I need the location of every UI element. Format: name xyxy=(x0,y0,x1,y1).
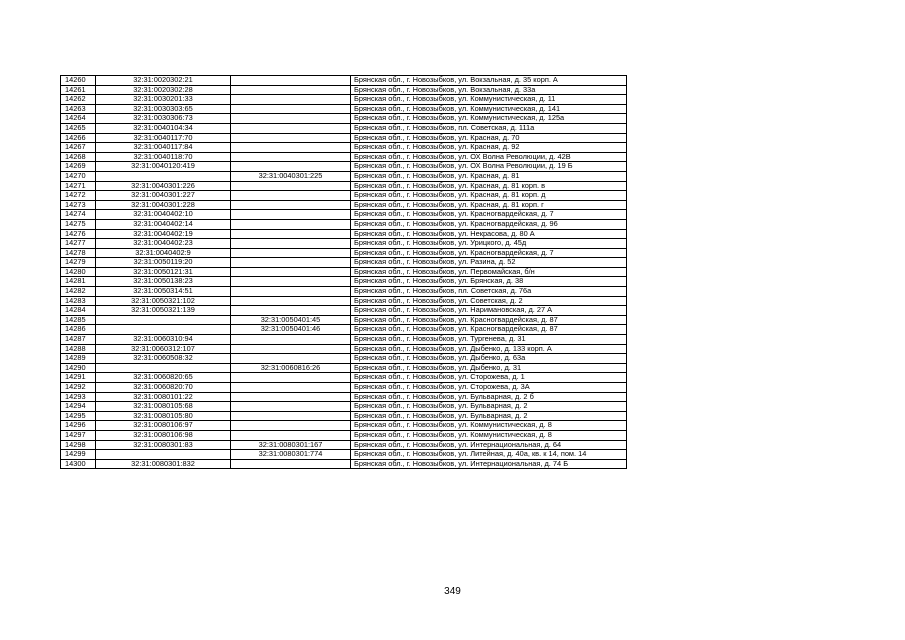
address-cell: Брянская обл., г. Новозыбков, ул. Вокзальная, д. 35 корп. А xyxy=(351,76,627,86)
address-cell: Брянская обл., г. Новозыбков, ул. Интернациональная, д. 64 xyxy=(351,440,627,450)
table-row xyxy=(61,133,627,143)
record-number-cell: 14299 xyxy=(61,450,96,460)
cadastral-number-cell: 32:31:0060820:70 xyxy=(96,383,231,393)
cadastral-number-cell: 32:31:0040301:228 xyxy=(96,200,231,210)
address-cell: Брянская обл., г. Новозыбков, ул. Красная, д. 92 xyxy=(351,143,627,153)
cadastral-number-cell: 32:31:0080301:832 xyxy=(96,459,231,469)
related-cadastral-number-cell: 32:31:0080301:774 xyxy=(231,450,351,460)
table-row xyxy=(61,76,627,86)
table-row xyxy=(61,335,627,345)
related-cadastral-number-cell xyxy=(231,200,351,210)
address-cell: Брянская обл., г. Новозыбков, ул. Литейная, д. 40а, кв. к 14, пом. 14 xyxy=(351,450,627,460)
record-number-cell: 14260 xyxy=(61,76,96,86)
table-row xyxy=(61,450,627,460)
related-cadastral-number-cell xyxy=(231,392,351,402)
address-cell: Брянская обл., г. Новозыбков, ул. Красная, д. 81 корп. в xyxy=(351,181,627,191)
address-cell: Брянская обл., г. Новозыбков, ул. Разина, д. 52 xyxy=(351,258,627,268)
table-row xyxy=(61,171,627,181)
related-cadastral-number-cell xyxy=(231,191,351,201)
cadastral-number-cell: 32:31:0040402:19 xyxy=(96,229,231,239)
cadastral-number-cell: 32:31:0030306:73 xyxy=(96,114,231,124)
record-number-cell: 14265 xyxy=(61,123,96,133)
registry-table-body xyxy=(61,76,627,469)
cadastral-number-cell: 32:31:0050321:139 xyxy=(96,306,231,316)
record-number-cell: 14262 xyxy=(61,95,96,105)
record-number-cell: 14269 xyxy=(61,162,96,172)
related-cadastral-number-cell xyxy=(231,306,351,316)
related-cadastral-number-cell xyxy=(231,459,351,469)
record-number-cell: 14291 xyxy=(61,373,96,383)
address-cell: Брянская обл., г. Новозыбков, ул. Брянская, д. 38 xyxy=(351,277,627,287)
related-cadastral-number-cell xyxy=(231,181,351,191)
table-row xyxy=(61,85,627,95)
cadastral-number-cell: 32:31:0040402:9 xyxy=(96,248,231,258)
record-number-cell: 14284 xyxy=(61,306,96,316)
cadastral-number-cell: 32:31:0030201:33 xyxy=(96,95,231,105)
cadastral-number-cell xyxy=(96,171,231,181)
address-cell: Брянская обл., г. Новозыбков, ул. Наримановская, д. 27 А xyxy=(351,306,627,316)
cadastral-number-cell: 32:31:0060820:65 xyxy=(96,373,231,383)
record-number-cell: 14287 xyxy=(61,335,96,345)
cadastral-number-cell: 32:31:0080105:68 xyxy=(96,402,231,412)
related-cadastral-number-cell xyxy=(231,421,351,431)
record-number-cell: 14300 xyxy=(61,459,96,469)
address-cell: Брянская обл., г. Новозыбков, ул. Коммунистическая, д. 11 xyxy=(351,95,627,105)
table-row xyxy=(61,383,627,393)
related-cadastral-number-cell: 32:31:0060816:26 xyxy=(231,363,351,373)
cadastral-number-cell: 32:31:0050121:31 xyxy=(96,267,231,277)
cadastral-number-cell: 32:31:0040117:84 xyxy=(96,143,231,153)
record-number-cell: 14270 xyxy=(61,171,96,181)
related-cadastral-number-cell xyxy=(231,210,351,220)
record-number-cell: 14297 xyxy=(61,430,96,440)
table-row xyxy=(61,114,627,124)
related-cadastral-number-cell: 32:31:0050401:45 xyxy=(231,315,351,325)
related-cadastral-number-cell: 32:31:0080301:167 xyxy=(231,440,351,450)
related-cadastral-number-cell xyxy=(231,296,351,306)
record-number-cell: 14268 xyxy=(61,152,96,162)
table-row xyxy=(61,421,627,431)
address-cell: Брянская обл., г. Новозыбков, ул. Коммунистическая, д. 8 xyxy=(351,421,627,431)
record-number-cell: 14267 xyxy=(61,143,96,153)
record-number-cell: 14290 xyxy=(61,363,96,373)
table-row xyxy=(61,430,627,440)
cadastral-number-cell: 32:31:0060508:32 xyxy=(96,354,231,364)
record-number-cell: 14272 xyxy=(61,191,96,201)
table-row xyxy=(61,459,627,469)
address-cell: Брянская обл., г. Новозыбков, ул. Бульварная, д. 2 xyxy=(351,402,627,412)
record-number-cell: 14296 xyxy=(61,421,96,431)
address-cell: Брянская обл., г. Новозыбков, ул. ОХ Волна Революции, д. 19 Б xyxy=(351,162,627,172)
table-row xyxy=(61,143,627,153)
record-number-cell: 14264 xyxy=(61,114,96,124)
address-cell: Брянская обл., г. Новозыбков, ул. Красная, д. 81 корп. г xyxy=(351,200,627,210)
related-cadastral-number-cell xyxy=(231,85,351,95)
related-cadastral-number-cell xyxy=(231,287,351,297)
table-row xyxy=(61,411,627,421)
address-cell: Брянская обл., г. Новозыбков, ул. Дыбенко, д. 31 xyxy=(351,363,627,373)
record-number-cell: 14263 xyxy=(61,104,96,114)
table-row xyxy=(61,210,627,220)
table-row xyxy=(61,258,627,268)
record-number-cell: 14295 xyxy=(61,411,96,421)
address-cell: Брянская обл., г. Новозыбков, ул. Бульварная, д. 2 xyxy=(351,411,627,421)
table-row xyxy=(61,287,627,297)
table-row xyxy=(61,219,627,229)
related-cadastral-number-cell xyxy=(231,354,351,364)
address-cell: Брянская обл., г. Новозыбков, ул. Красная, д. 81 корп. д xyxy=(351,191,627,201)
cadastral-number-cell: 32:31:0040117:70 xyxy=(96,133,231,143)
cadastral-number-cell: 32:31:0050314:51 xyxy=(96,287,231,297)
table-row xyxy=(61,354,627,364)
related-cadastral-number-cell: 32:31:0050401:46 xyxy=(231,325,351,335)
address-cell: Брянская обл., г. Новозыбков, ул. Красная, д. 70 xyxy=(351,133,627,143)
related-cadastral-number-cell xyxy=(231,402,351,412)
record-number-cell: 14285 xyxy=(61,315,96,325)
cadastral-number-cell: 32:31:0040301:226 xyxy=(96,181,231,191)
cadastral-number-cell: 32:31:0050138:23 xyxy=(96,277,231,287)
cadastral-number-cell: 32:31:0080106:98 xyxy=(96,430,231,440)
related-cadastral-number-cell xyxy=(231,143,351,153)
related-cadastral-number-cell xyxy=(231,114,351,124)
table-row xyxy=(61,239,627,249)
address-cell: Брянская обл., г. Новозыбков, ул. Советская, д. 2 xyxy=(351,296,627,306)
record-number-cell: 14278 xyxy=(61,248,96,258)
table-row xyxy=(61,104,627,114)
address-cell: Брянская обл., г. Новозыбков, ул. Вокзальная, д. 33а xyxy=(351,85,627,95)
address-cell: Брянская обл., г. Новозыбков, ул. Некрасова, д. 80 А xyxy=(351,229,627,239)
related-cadastral-number-cell xyxy=(231,373,351,383)
table-row xyxy=(61,363,627,373)
table-row xyxy=(61,373,627,383)
related-cadastral-number-cell xyxy=(231,152,351,162)
record-number-cell: 14276 xyxy=(61,229,96,239)
address-cell: Брянская обл., г. Новозыбков, ул. Коммунистическая, д. 125а xyxy=(351,114,627,124)
record-number-cell: 14261 xyxy=(61,85,96,95)
table-row xyxy=(61,191,627,201)
cadastral-number-cell: 32:31:0080101:22 xyxy=(96,392,231,402)
related-cadastral-number-cell xyxy=(231,123,351,133)
related-cadastral-number-cell xyxy=(231,430,351,440)
related-cadastral-number-cell xyxy=(231,76,351,86)
cadastral-number-cell: 32:31:0080105:80 xyxy=(96,411,231,421)
related-cadastral-number-cell xyxy=(231,344,351,354)
record-number-cell: 14286 xyxy=(61,325,96,335)
related-cadastral-number-cell xyxy=(231,229,351,239)
record-number-cell: 14271 xyxy=(61,181,96,191)
related-cadastral-number-cell xyxy=(231,383,351,393)
record-number-cell: 14277 xyxy=(61,239,96,249)
cadastral-number-cell xyxy=(96,363,231,373)
record-number-cell: 14289 xyxy=(61,354,96,364)
table-row xyxy=(61,296,627,306)
address-cell: Брянская обл., г. Новозыбков, ул. Сторожева, д. 1 xyxy=(351,373,627,383)
cadastral-number-cell: 32:31:0020302:28 xyxy=(96,85,231,95)
related-cadastral-number-cell xyxy=(231,239,351,249)
cadastral-number-cell: 32:31:0040104:34 xyxy=(96,123,231,133)
address-cell: Брянская обл., г. Новозыбков, ул. Первомайская, б/н xyxy=(351,267,627,277)
related-cadastral-number-cell xyxy=(231,335,351,345)
record-number-cell: 14282 xyxy=(61,287,96,297)
address-cell: Брянская обл., г. Новозыбков, ул. ОХ Волна Революции, д. 42В xyxy=(351,152,627,162)
table-row xyxy=(61,229,627,239)
table-row xyxy=(61,344,627,354)
related-cadastral-number-cell xyxy=(231,258,351,268)
address-cell: Брянская обл., г. Новозыбков, ул. Красногвардейская, д. 87 xyxy=(351,325,627,335)
related-cadastral-number-cell: 32:31:0040301:225 xyxy=(231,171,351,181)
related-cadastral-number-cell xyxy=(231,248,351,258)
related-cadastral-number-cell xyxy=(231,277,351,287)
record-number-cell: 14283 xyxy=(61,296,96,306)
cadastral-number-cell: 32:31:0040118:70 xyxy=(96,152,231,162)
address-cell: Брянская обл., г. Новозыбков, ул. Дыбенко, д. 133 корп. А xyxy=(351,344,627,354)
address-cell: Брянская обл., г. Новозыбков, ул. Интернациональная, д. 74 Б xyxy=(351,459,627,469)
related-cadastral-number-cell xyxy=(231,411,351,421)
cadastral-number-cell: 32:31:0060312:107 xyxy=(96,344,231,354)
registry-table xyxy=(60,75,627,469)
table-row xyxy=(61,248,627,258)
cadastral-number-cell xyxy=(96,315,231,325)
table-row xyxy=(61,181,627,191)
address-cell: Брянская обл., г. Новозыбков, ул. Красногвардейская, д. 7 xyxy=(351,248,627,258)
record-number-cell: 14288 xyxy=(61,344,96,354)
record-number-cell: 14266 xyxy=(61,133,96,143)
table-row xyxy=(61,267,627,277)
address-cell: Брянская обл., г. Новозыбков, ул. Тургенева, д. 31 xyxy=(351,335,627,345)
cadastral-number-cell xyxy=(96,450,231,460)
related-cadastral-number-cell xyxy=(231,133,351,143)
table-row xyxy=(61,95,627,105)
record-number-cell: 14298 xyxy=(61,440,96,450)
cadastral-number-cell: 32:31:0080301:83 xyxy=(96,440,231,450)
cadastral-number-cell: 32:31:0030303:65 xyxy=(96,104,231,114)
cadastral-number-cell: 32:31:0080106:97 xyxy=(96,421,231,431)
record-number-cell: 14293 xyxy=(61,392,96,402)
record-number-cell: 14273 xyxy=(61,200,96,210)
table-row xyxy=(61,402,627,412)
table-row xyxy=(61,392,627,402)
cadastral-number-cell: 32:31:0040402:10 xyxy=(96,210,231,220)
address-cell: Брянская обл., г. Новозыбков, ул. Красногвардейская, д. 96 xyxy=(351,219,627,229)
record-number-cell: 14279 xyxy=(61,258,96,268)
table-row xyxy=(61,306,627,316)
table-row xyxy=(61,162,627,172)
cadastral-number-cell xyxy=(96,325,231,335)
cadastral-number-cell: 32:31:0020302:21 xyxy=(96,76,231,86)
table-row xyxy=(61,325,627,335)
table-row xyxy=(61,277,627,287)
record-number-cell: 14294 xyxy=(61,402,96,412)
related-cadastral-number-cell xyxy=(231,267,351,277)
address-cell: Брянская обл., г. Новозыбков, ул. Дыбенко, д. 63а xyxy=(351,354,627,364)
record-number-cell: 14274 xyxy=(61,210,96,220)
address-cell: Брянская обл., г. Новозыбков, пл. Советская, д. 76а xyxy=(351,287,627,297)
table-row xyxy=(61,152,627,162)
address-cell: Брянская обл., г. Новозыбков, пл. Советская, д. 111а xyxy=(351,123,627,133)
related-cadastral-number-cell xyxy=(231,95,351,105)
cadastral-number-cell: 32:31:0050119:20 xyxy=(96,258,231,268)
table-row xyxy=(61,315,627,325)
address-cell: Брянская обл., г. Новозыбков, ул. Красногвардейская, д. 87 xyxy=(351,315,627,325)
table-row xyxy=(61,440,627,450)
cadastral-number-cell: 32:31:0040120:419 xyxy=(96,162,231,172)
record-number-cell: 14281 xyxy=(61,277,96,287)
cadastral-number-cell: 32:31:0050321:102 xyxy=(96,296,231,306)
record-number-cell: 14292 xyxy=(61,383,96,393)
address-cell: Брянская обл., г. Новозыбков, ул. Коммунистическая, д. 141 xyxy=(351,104,627,114)
record-number-cell: 14275 xyxy=(61,219,96,229)
cadastral-number-cell: 32:31:0040301:227 xyxy=(96,191,231,201)
address-cell: Брянская обл., г. Новозыбков, ул. Красногвардейская, д. 7 xyxy=(351,210,627,220)
cadastral-number-cell: 32:31:0060310:94 xyxy=(96,335,231,345)
address-cell: Брянская обл., г. Новозыбков, ул. Бульварная, д. 2 б xyxy=(351,392,627,402)
related-cadastral-number-cell xyxy=(231,162,351,172)
record-number-cell: 14280 xyxy=(61,267,96,277)
related-cadastral-number-cell xyxy=(231,219,351,229)
address-cell: Брянская обл., г. Новозыбков, ул. Коммунистическая, д. 8 xyxy=(351,430,627,440)
cadastral-number-cell: 32:31:0040402:14 xyxy=(96,219,231,229)
address-cell: Брянская обл., г. Новозыбков, ул. Урицкого, д. 45д xyxy=(351,239,627,249)
address-cell: Брянская обл., г. Новозыбков, ул. Красная, д. 81 xyxy=(351,171,627,181)
table-row xyxy=(61,123,627,133)
page-number: 349 xyxy=(444,586,461,597)
cadastral-number-cell: 32:31:0040402:23 xyxy=(96,239,231,249)
address-cell: Брянская обл., г. Новозыбков, ул. Сторожева, д. 3А xyxy=(351,383,627,393)
table-row xyxy=(61,200,627,210)
related-cadastral-number-cell xyxy=(231,104,351,114)
